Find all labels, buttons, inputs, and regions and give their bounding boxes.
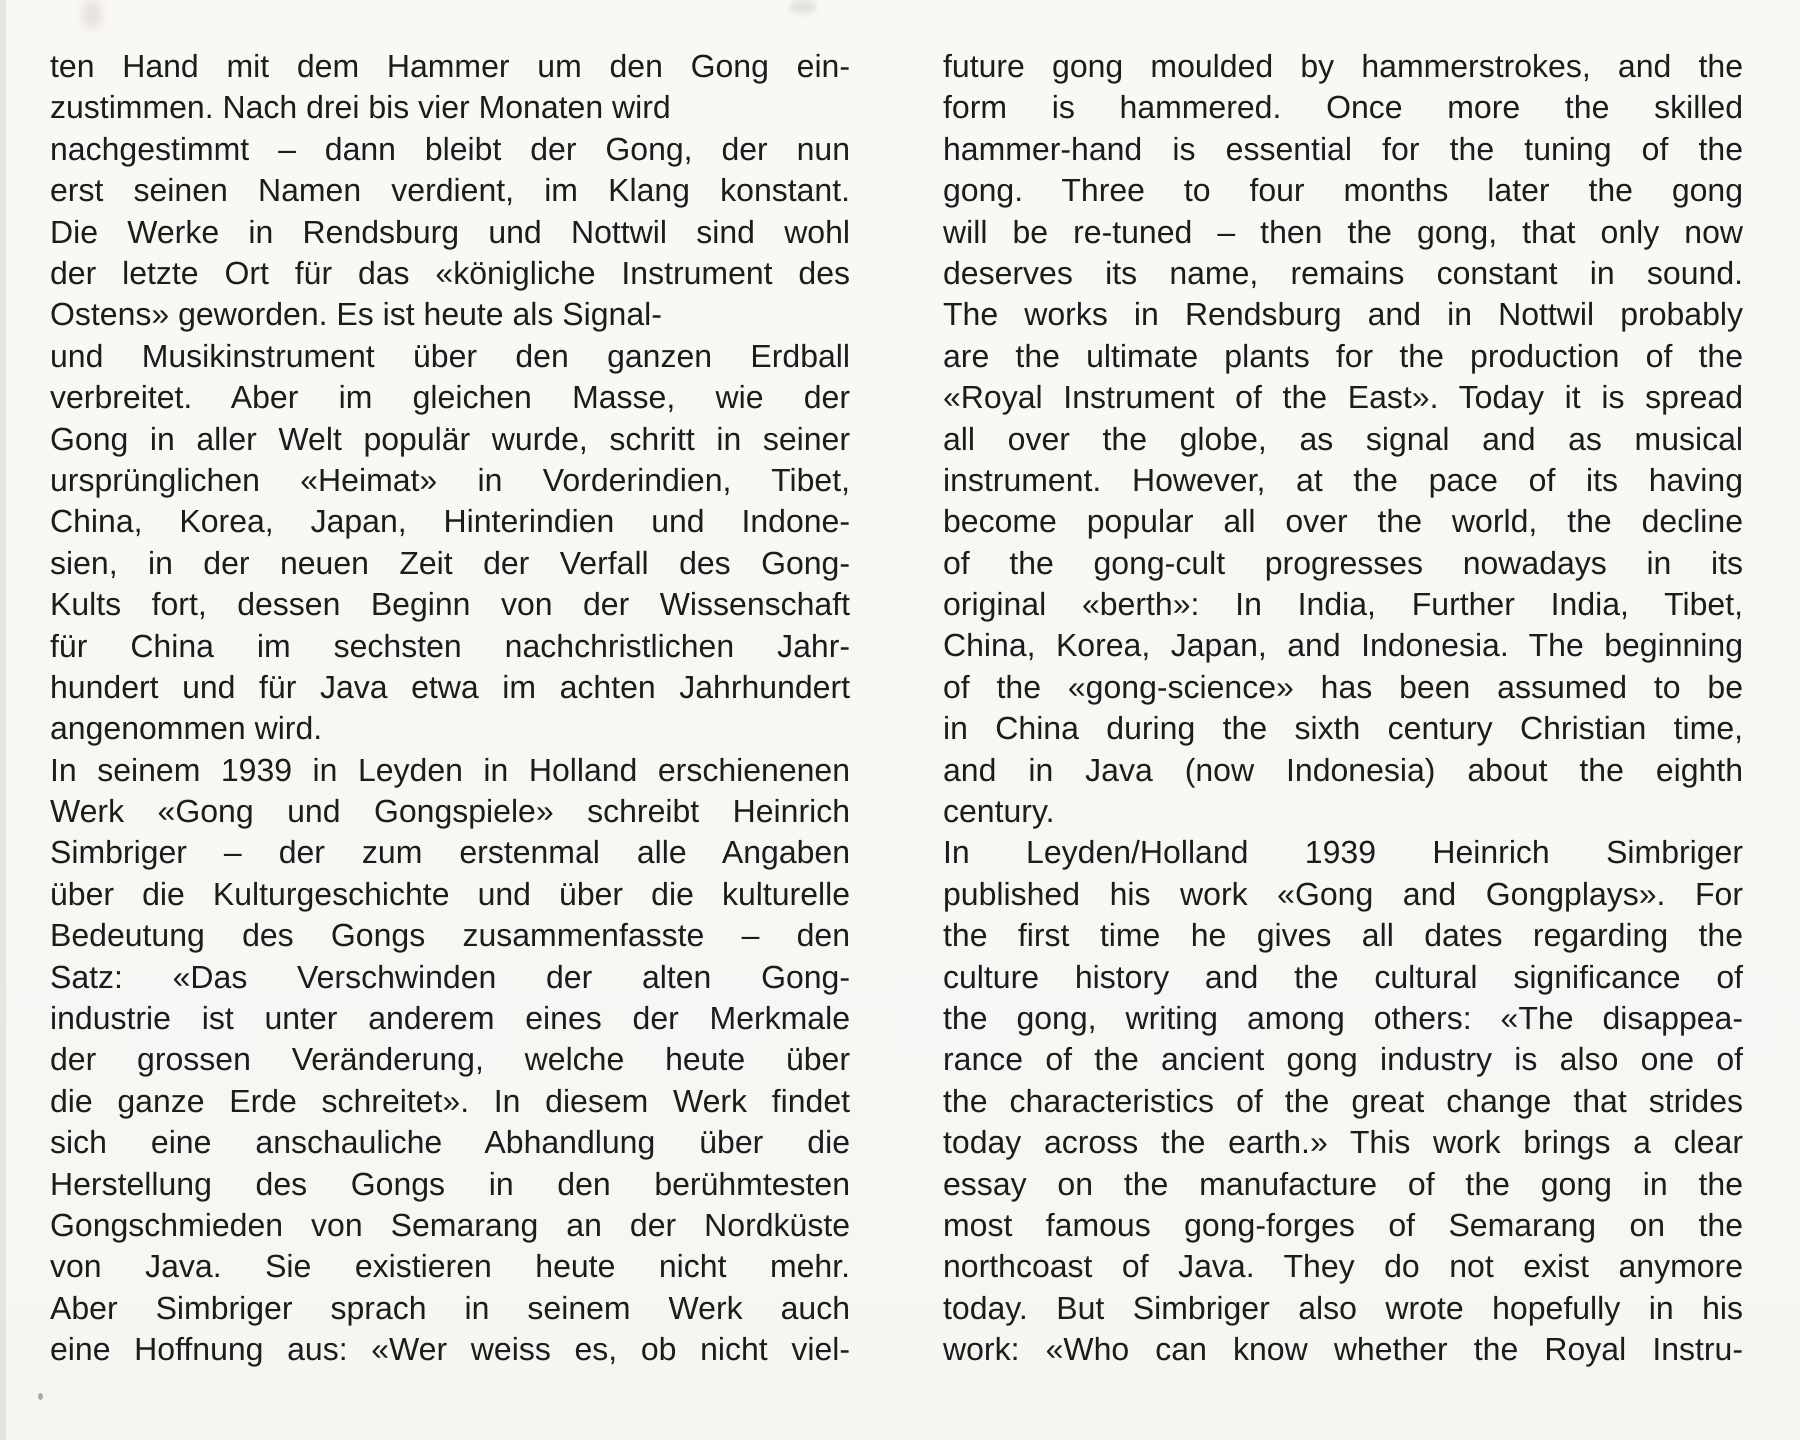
column-left-lines [50, 46, 850, 1371]
text-line: Herstellung des Gongs in den berühmtesten [50, 1165, 850, 1202]
text-line: essay on the manufacture of the gong in the [943, 1165, 1743, 1202]
text-line: future gong moulded by hammerstrokes, and the [943, 48, 1743, 84]
text-line: of the «gong-science» has been assumed to be [943, 668, 1743, 705]
text-line: verbreitet. Aber im gleichen Masse, wie der [50, 379, 850, 416]
text-line: today across the earth.» This work brings a clear [943, 1124, 1743, 1161]
text-line: hammer-hand is essential for the tuning of the [943, 130, 1743, 167]
text-line: the gong, writing among others: «The disappea- [943, 1000, 1743, 1036]
scan-edge [0, 0, 6, 1440]
text-line: instrument. However, at the pace of its having [943, 461, 1743, 498]
text-line: the characteristics of the great change that strides [943, 1082, 1743, 1119]
text-line: und Musikinstrument über den ganzen Erdball [50, 337, 850, 374]
text-line: ursprünglichen «Heimat» in Vorderindien, Tibet, [50, 461, 850, 498]
text-line: are the ultimate plants for the production of the [943, 337, 1743, 374]
text-line: In seinem 1939 in Leyden in Holland erschienenen [50, 751, 850, 788]
text-line: Simbriger – der zum erstenmal alle Angaben [50, 834, 850, 871]
text-line: northcoast of Java. They do not exist anymore [943, 1248, 1743, 1285]
text-line: der letzte Ort für das «königliche Instrument des [50, 254, 850, 291]
text-line: erst seinen Namen verdient, im Klang konstant. [50, 172, 850, 209]
text-line: Aber Simbriger sprach in seinem Werk auch [50, 1289, 850, 1326]
text-line: published his work «Gong and Gongplays». For [943, 875, 1743, 912]
text-line: Gongschmieden von Semarang an der Nordküste [50, 1206, 850, 1243]
text-line: «Royal Instrument of the East». Today it is spread [943, 379, 1743, 416]
text-line: the first time he gives all dates regarding the [943, 917, 1743, 954]
text-line: eine Hoffnung aus: «Wer weiss es, ob nicht viel- [50, 1331, 850, 1368]
text-line: ten Hand mit dem Hammer um den Gong ein- [50, 48, 850, 84]
scan-speck-icon [38, 1393, 43, 1400]
text-line: zustimmen. Nach drei bis vier Monaten wird [50, 89, 671, 126]
text-line: Gong in aller Welt populär wurde, schritt in seiner [50, 420, 850, 457]
text-line: sich eine anschauliche Abhandlung über die [50, 1124, 850, 1161]
text-line: and in Java (now Indonesia) about the eighth [943, 751, 1743, 788]
text-line: von Java. Sie existieren heute nicht mehr. [50, 1248, 850, 1285]
text-line: gong. Three to four months later the gong [943, 172, 1743, 209]
text-line: Satz: «Das Verschwinden der alten Gong- [50, 958, 850, 995]
text-line: The works in Rendsburg and in Nottwil probably [943, 296, 1743, 333]
text-line: Die Werke in Rendsburg und Nottwil sind wohl [50, 213, 850, 250]
text-line: most famous gong-forges of Semarang on the [943, 1206, 1743, 1243]
text-line: will be re-tuned – then the gong, that only now [943, 213, 1743, 250]
text-line: form is hammered. Once more the skilled [943, 89, 1743, 126]
text-line: Ostens» geworden. Es ist heute als Signal- [50, 296, 662, 333]
text-line: China, Korea, Japan, Hinterindien und Indone- [50, 503, 850, 540]
text-line: sien, in der neuen Zeit der Verfall des Gong- [50, 544, 850, 581]
text-line: über die Kulturgeschichte und über die kulturelle [50, 875, 850, 912]
text-line: angenommen wird. [50, 710, 323, 747]
text-line: China, Korea, Japan, and Indonesia. The beginning [943, 627, 1743, 664]
text-line: der grossen Veränderung, welche heute über [50, 1041, 850, 1078]
text-line: die ganze Erde schreitet». In diesem Werk findet [50, 1082, 850, 1119]
text-line: Kults fort, dessen Beginn von der Wissenschaft [50, 586, 850, 623]
column-right-lines [943, 46, 1743, 1371]
text-line: become popular all over the world, the decline [943, 503, 1743, 540]
text-line: original «berth»: In India, Further India, Tibet, [943, 586, 1743, 623]
scan-smudge-icon [790, 0, 816, 14]
scan-smudge-icon [82, 0, 102, 28]
text-line: century. [943, 793, 1055, 830]
text-line: nachgestimmt – dann bleibt der Gong, der nun [50, 130, 850, 167]
text-line: of the gong-cult progresses nowadays in its [943, 544, 1743, 581]
text-line: Werk «Gong und Gongspiele» schreibt Heinrich [50, 793, 850, 830]
text-line: industrie ist unter anderem eines der Merkmale [50, 1000, 850, 1037]
text-line: rance of the ancient gong industry is also one of [943, 1041, 1743, 1078]
text-line: today. But Simbriger also wrote hopefully in his [943, 1289, 1743, 1326]
text-line: hundert und für Java etwa im achten Jahrhundert [50, 668, 850, 705]
text-line: Bedeutung des Gongs zusammenfasste – den [50, 917, 850, 954]
text-line: culture history and the cultural significance of [943, 958, 1743, 995]
text-line: all over the globe, as signal and as musical [943, 420, 1743, 457]
text-line: in China during the sixth century Christian time, [943, 710, 1743, 747]
text-line: In Leyden/Holland 1939 Heinrich Simbriger [943, 834, 1743, 871]
text-line: deserves its name, remains constant in sound. [943, 254, 1743, 291]
text-line: für China im sechsten nachchristlichen Jahr- [50, 627, 850, 664]
text-line: work: «Who can know whether the Royal Instru- [943, 1331, 1743, 1368]
